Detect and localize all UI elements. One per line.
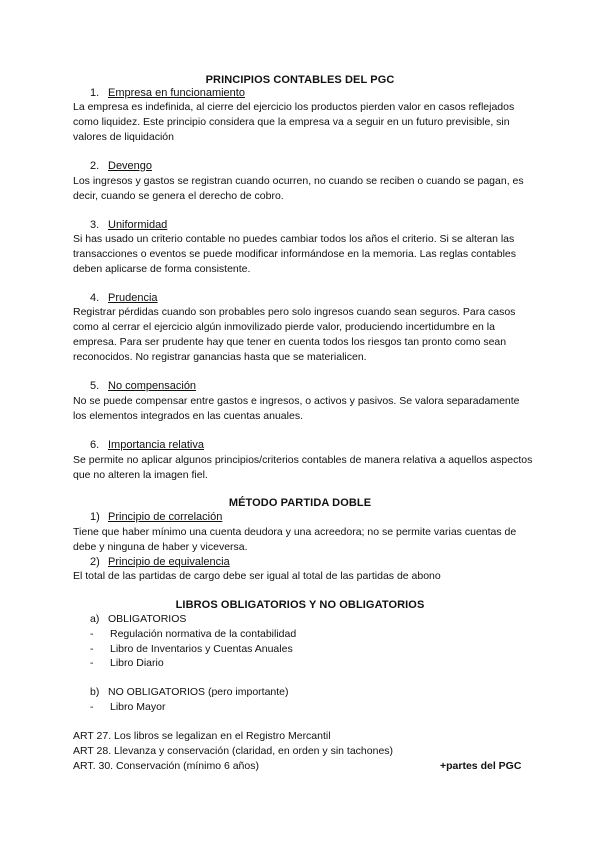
- heading-text: Devengo: [108, 160, 153, 172]
- article-line-3: ART. 30. Conservación (mínimo 6 años): [73, 760, 259, 772]
- principle-text-3: Si has usado un criterio contable no puedes cambiar todos los años el criterio. Si se alteran las transacciones o eventos se puede modificar informándose en la memoria. Las reglas contables deben aplicarse de forma consistente.: [73, 233, 516, 275]
- heading-text: Importancia relativa: [108, 439, 204, 451]
- list-item: [90, 628, 296, 640]
- principle-text-6: Se permite no aplicar algunos principios/criterios contables de manera relativa a aquellos aspectos que no alteren la imagen fiel.: [73, 454, 533, 481]
- heading-text: Principio de equivalencia: [108, 556, 230, 568]
- heading-text: No compensación: [108, 380, 197, 392]
- section-title-principios: PRINCIPIOS CONTABLES DEL PGC: [205, 74, 395, 86]
- group-a-heading: [90, 613, 186, 625]
- principle-text-2: Los ingresos y gastos se registran cuando ocurren, no cuando se reciben o cuando se pagan, es decir, cuando se genera el derecho de cobro.: [73, 175, 524, 202]
- group-label: NO OBLIGATORIOS (pero importante): [108, 686, 289, 698]
- item-number: 1): [90, 511, 100, 523]
- item-number: 5.: [90, 380, 100, 392]
- principle-heading-2: [90, 160, 152, 172]
- list-item-text: Regulación normativa de la contabilidad: [110, 628, 297, 640]
- article-line-1: ART 27. Los libros se legalizan en el Registro Mercantil: [73, 730, 331, 742]
- heading-text: Prudencia: [108, 292, 158, 304]
- item-number: 1.: [90, 87, 100, 99]
- section-title-libros: LIBROS OBLIGATORIOS Y NO OBLIGATORIOS: [175, 599, 425, 611]
- list-item-text: Libro de Inventarios y Cuentas Anuales: [110, 643, 293, 655]
- group-mark: a): [90, 613, 100, 625]
- heading-text: Principio de correlación: [108, 511, 223, 523]
- item-number: 2): [90, 556, 100, 568]
- dash-mark: -: [90, 628, 94, 640]
- item-number: 4.: [90, 292, 100, 304]
- method-text-2: El total de las partidas de cargo debe ser igual al total de las partidas de abono: [73, 570, 441, 582]
- method-text-1: Tiene que haber mínimo una cuenta deudora y una acreedora; no se permite varias cuentas de debe y ninguna de haber y viceversa.: [73, 526, 517, 553]
- principle-heading-3: [90, 219, 167, 231]
- principle-heading-6: [90, 439, 204, 451]
- item-number: 2.: [90, 160, 100, 172]
- group-mark: b): [90, 686, 100, 698]
- group-b-heading: [90, 686, 289, 698]
- dash-mark: -: [90, 643, 94, 655]
- group-label: OBLIGATORIOS: [108, 613, 187, 625]
- section-title-partida-doble: MÉTODO PARTIDA DOBLE: [228, 497, 372, 509]
- heading-text: Uniformidad: [108, 219, 168, 231]
- pgc-note: +partes del PGC: [440, 760, 522, 772]
- principle-heading-4: [90, 292, 158, 304]
- item-number: 3.: [90, 219, 100, 231]
- article-line-2: ART 28. Llevanza y conservación (claridad, en orden y sin tachones): [73, 745, 394, 757]
- principle-heading-5: [90, 380, 196, 392]
- list-item-text: Libro Mayor: [110, 701, 166, 713]
- principle-text-4: Registrar pérdidas cuando son probables pero solo ingresos cuando sean seguros. Para casos como al cerrar el ejercicio algún inmovilizado pierde valor, produciendo incertidumbre en la empresa. Para ser prudente hay que tener en cuenta todos los riesgos tan pronto como sean reconocidos. No registrar ganancias hasta que se materialicen.: [73, 306, 516, 363]
- principle-heading-1: [90, 87, 245, 99]
- dash-mark: -: [90, 701, 94, 713]
- principle-text-5: No se puede compensar entre gastos e ingresos, o activos y pasivos. Se valora separadamente los elementos integrados en las cuentas anuales.: [73, 395, 520, 422]
- list-item: [90, 701, 165, 713]
- principle-text-1: La empresa es indefinida, al cierre del ejercicio los productos pierden valor en casos reflejados como liquidez. Este principio considera que la empresa va a seguir en un futuro previsible, sin valores de liquidación: [73, 101, 515, 143]
- list-item: [90, 643, 293, 655]
- heading-text: Empresa en funcionamiento: [108, 87, 245, 99]
- list-item: [90, 657, 164, 669]
- method-heading-2: [90, 556, 230, 568]
- method-heading-1: [90, 511, 222, 523]
- list-item-text: Libro Diario: [110, 657, 164, 669]
- item-number: 6.: [90, 439, 100, 451]
- dash-mark: -: [90, 657, 94, 669]
